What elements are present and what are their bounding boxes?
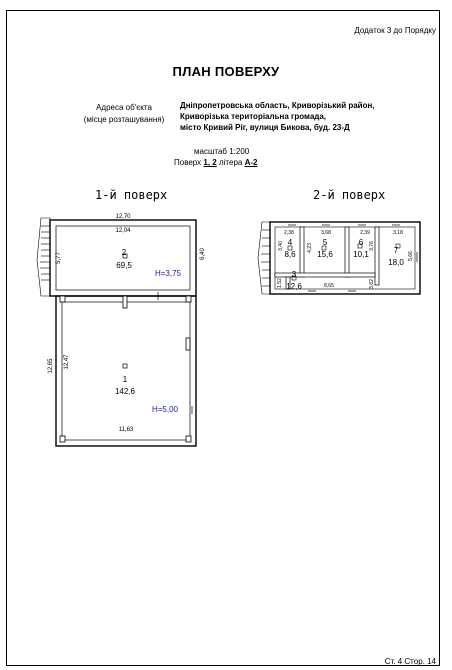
room-1-number: 1	[122, 375, 128, 384]
room-5-area: 15,6	[317, 250, 333, 259]
dim-right-upper: 6,40	[200, 248, 206, 260]
dim-h1: 3,40	[278, 241, 284, 251]
dim-top-outer: 12,70	[115, 214, 131, 220]
dim-left-outer: 12,65	[48, 358, 54, 374]
address-line-1: Дніпропетровська область, Криворізький район,	[180, 101, 375, 110]
dim-top-inner: 12,04	[115, 228, 131, 234]
dim-d3: 2,39	[360, 230, 370, 236]
room-5-number: 5	[322, 238, 328, 247]
room-7-area: 18,0	[388, 258, 404, 267]
room-4-area: 8,6	[284, 250, 296, 259]
dim-bottom-inner: 11,63	[118, 427, 134, 433]
floor1-rooms	[115, 248, 182, 414]
dim-h4: 5,66	[408, 251, 414, 261]
dim-b1: 8,65	[324, 283, 334, 289]
page-title: ПЛАН ПОВЕРХУ	[172, 64, 280, 79]
dim-left-inner: 12,47	[64, 354, 70, 370]
dim-h2: 4,23	[307, 243, 313, 253]
room-4-number: 4	[287, 238, 293, 247]
page-number: Ст. 4 Стор. 14	[384, 657, 436, 666]
room-1-marker	[123, 364, 127, 368]
room-1-outline	[56, 296, 196, 446]
room-7-number: 7	[393, 246, 399, 255]
dim-h3: 3,76	[369, 241, 375, 251]
room-1-area: 142,6	[114, 387, 136, 396]
room-1-inner	[62, 302, 190, 440]
floor2-title: 2-й поверх	[313, 188, 386, 202]
room-2-area: 69,5	[116, 261, 132, 270]
room-6-number: 6	[358, 238, 364, 247]
stair-icon	[258, 222, 270, 294]
room-2-number: 2	[121, 248, 127, 257]
dim-b2: 1,52	[277, 278, 283, 288]
room-3-number: 3	[291, 270, 297, 279]
address-line-2: Криворізька територіальна громада,	[180, 112, 327, 121]
room-6-area: 10,1	[353, 250, 369, 259]
stair-icon	[37, 218, 50, 296]
room-2-height: H=3,75	[154, 269, 182, 278]
room-3-area: 12,6	[286, 282, 302, 291]
dim-b3: 3,62	[369, 279, 375, 289]
litera-value: А-2	[244, 158, 258, 167]
dim-left-upper: 5,77	[56, 252, 62, 264]
room-1-height: H=5,00	[151, 405, 179, 414]
dim-d2: 3,68	[321, 230, 331, 236]
scale-label: масштаб 1:200	[194, 147, 250, 156]
address-label-line-2: (місце розташування)	[83, 115, 165, 124]
litera-label: літера	[218, 158, 243, 167]
dim-d1: 2,38	[284, 230, 294, 236]
dim-d4: 3,18	[393, 230, 403, 236]
address-line-3: місто Кривий Ріг, вулиця Бикова, буд. 23-Д	[180, 123, 350, 132]
floors-value: 1, 2	[203, 158, 217, 167]
appendix-label: Додаток 3 до Порядку	[354, 26, 436, 35]
floors-label: Поверх	[174, 158, 202, 167]
floor1-title: 1-й поверх	[95, 188, 168, 202]
address-label-line-1: Адреса об'єкта	[96, 103, 152, 112]
floor1-dims	[48, 214, 206, 433]
